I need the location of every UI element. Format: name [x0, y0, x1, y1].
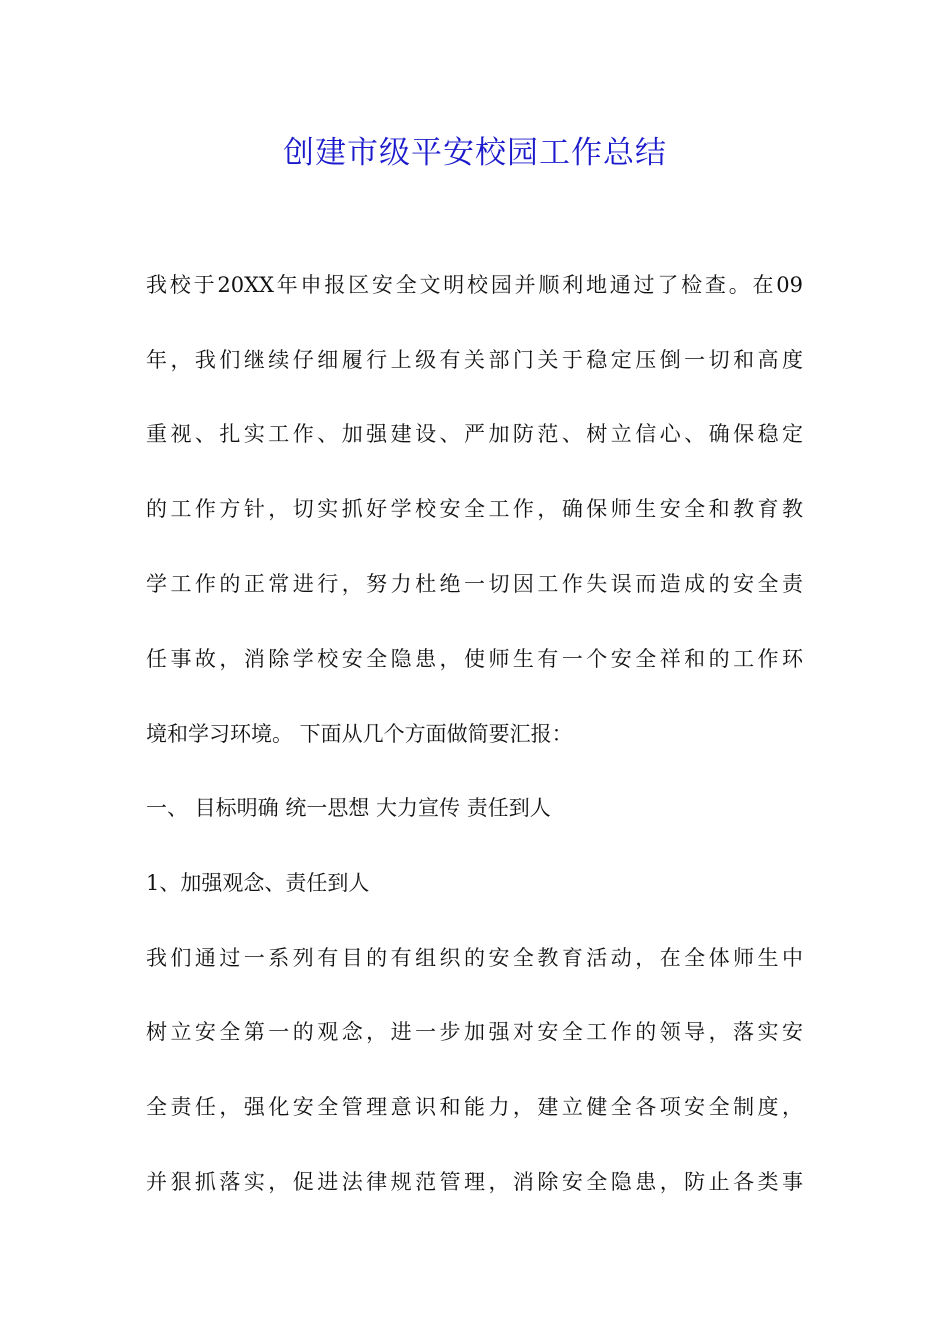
paragraph-line: 境和学习环境。 下面从几个方面做简要汇报： [146, 722, 573, 746]
paragraph-line: 的工作方针，切实抓好学校安全工作，确保师生安全和教育教 [146, 497, 803, 521]
section-heading: 一、 目标明确 统一思想 大力宣传 责任到人 [146, 796, 551, 820]
paragraph-line: 重视、扎实工作、加强建设、严加防范、树立信心、确保稳定 [146, 422, 803, 446]
subsection-heading: 1、加强观念、责任到人 [146, 871, 370, 895]
paragraph-line: 我校于20XX年申报区安全文明校园并顺利地通过了检查。在09 [146, 273, 803, 297]
paragraph-line: 全责任，强化安全管理意识和能力，建立健全各项安全制度， [146, 1095, 803, 1119]
paragraph-line: 任事故，消除学校安全隐患，使师生有一个安全祥和的工作环 [146, 647, 803, 671]
paragraph-line: 学工作的正常进行，努力杜绝一切因工作失误而造成的安全责 [146, 572, 803, 596]
paragraph-line: 并狠抓落实，促进法律规范管理，消除安全隐患，防止各类事 [146, 1170, 803, 1194]
paragraph-line: 我们通过一系列有目的有组织的安全教育活动，在全体师生中 [146, 946, 803, 970]
paragraph-line: 年，我们继续仔细履行上级有关部门关于稳定压倒一切和高度 [146, 348, 803, 372]
paragraph-line: 树立安全第一的观念，进一步加强对安全工作的领导，落实安 [146, 1020, 803, 1044]
document-title: 创建市级平安校园工作总结 [283, 135, 667, 171]
